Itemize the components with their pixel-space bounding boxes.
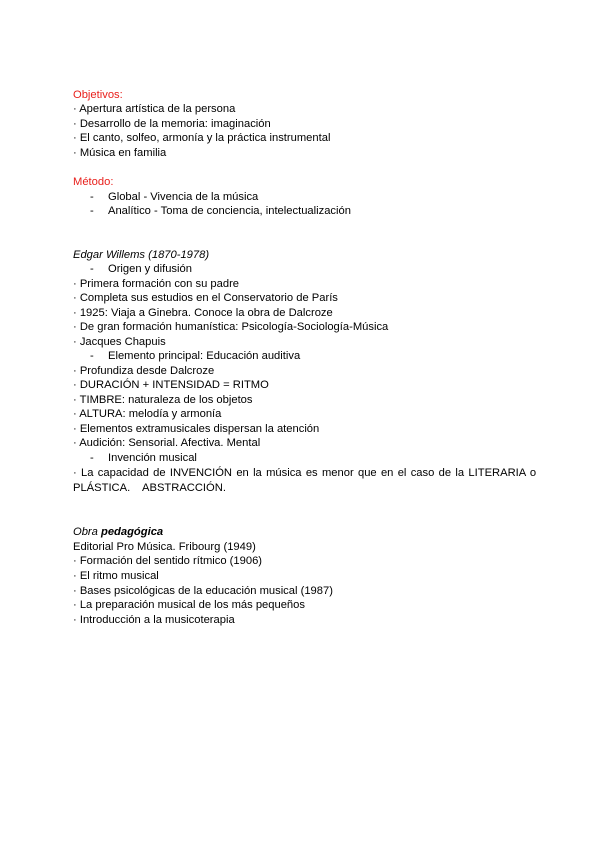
willems-origen: Origen y difusión (108, 263, 192, 275)
objetivos-item: · Desarrollo de la memoria: imaginación (73, 118, 271, 130)
willems-line: · ALTURA: melodía y armonía (73, 408, 222, 420)
dash-bullet: - (90, 350, 94, 362)
obra-title-part: Obra (73, 526, 98, 538)
willems-line: · De gran formación humanística: Psicología-Sociología-Música (73, 321, 389, 333)
dash-bullet: - (90, 263, 94, 275)
willems-line: · TIMBRE: naturaleza de los objetos (73, 394, 253, 406)
objetivos-heading: Objetivos: (73, 89, 123, 101)
willems-line: · DURACIÓN + INTENSIDAD = RITMO (73, 379, 269, 391)
willems-line: · Audición: Sensorial. Afectiva. Mental (73, 437, 261, 449)
objetivos-item: · Música en familia (73, 147, 167, 159)
willems-line: · Profundiza desde Dalcroze (73, 365, 215, 377)
obra-item: · El ritmo musical (73, 570, 159, 582)
willems-line: · Jacques Chapuis (73, 336, 166, 348)
obra-item: · Introducción a la musicoterapia (73, 614, 235, 626)
metodo-item: Global - Vivencia de la música (108, 191, 259, 203)
willems-capacidad: · La capacidad de INVENCIÓN en la música es menor que en el caso de la LITERARIA o (73, 467, 537, 479)
willems-capacidad-cont: PLÁSTICA. ABSTRACCIÓN. (73, 482, 226, 494)
willems-title: Edgar Willems (1870-1978) (73, 249, 210, 261)
dash-bullet: - (90, 452, 94, 464)
obra-editorial: Editorial Pro Música. Fribourg (1949) (73, 541, 256, 553)
willems-invencion: Invención musical (108, 452, 197, 464)
obra-title-bold: pedagógica (100, 526, 164, 538)
dash-bullet: - (90, 205, 94, 217)
objetivos-item: · El canto, solfeo, armonía y la práctica instrumental (73, 132, 331, 144)
willems-line: · Primera formación con su padre (73, 278, 240, 290)
metodo-item: Analítico - Toma de conciencia, intelectualización (108, 205, 351, 217)
willems-elemento: Elemento principal: Educación auditiva (108, 350, 301, 362)
willems-line: · Completa sus estudios en el Conservatorio de París (73, 292, 338, 304)
obra-title (73, 525, 163, 539)
obra-item: · Bases psicológicas de la educación musical (1987) (73, 585, 333, 597)
obra-item: · La preparación musical de los más pequeños (73, 599, 305, 611)
willems-line: · Elementos extramusicales dispersan la atención (73, 423, 320, 435)
obra-item: · Formación del sentido rítmico (1906) (73, 555, 263, 567)
metodo-heading: Método: (73, 176, 114, 188)
willems-line: · 1925: Viaja a Ginebra. Conoce la obra de Dalcroze (73, 307, 333, 319)
objetivos-item: · Apertura artística de la persona (73, 103, 236, 115)
dash-bullet: - (90, 191, 94, 203)
